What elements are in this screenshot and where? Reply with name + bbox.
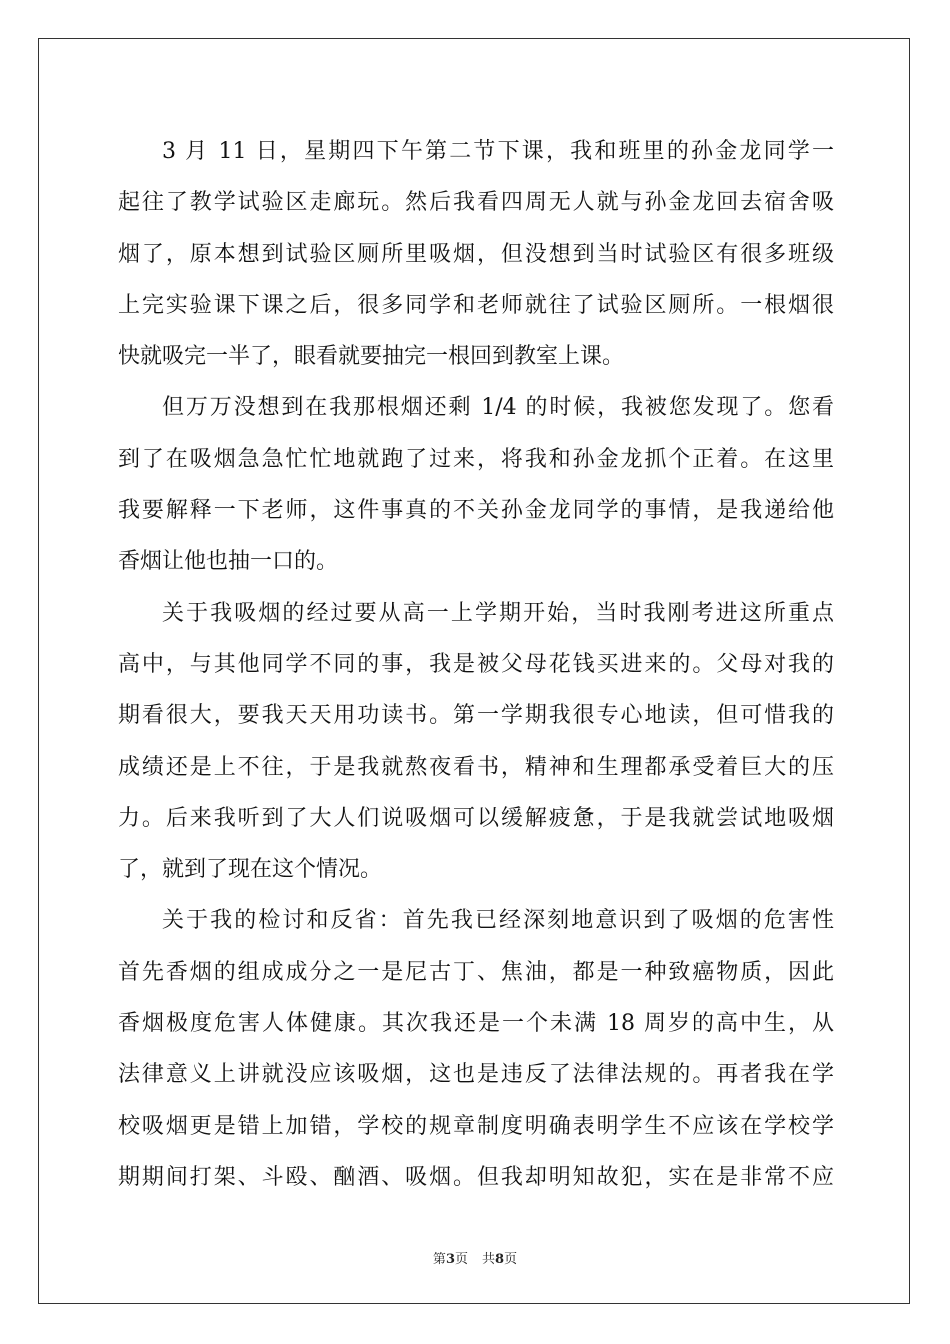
page-prefix: 第 [432,1252,446,1267]
text-line: 期看很大，要我天天用功读书。第一学期我很专心地读，但可惜我的 [118,703,834,729]
text-line: 快就吸完一半了，眼看就要抽完一根回到教室上课。 [118,344,625,370]
paragraph-3 [118,588,834,896]
text-line: 高中，与其他同学不同的事，我是被父母花钱买进来的。父母对我的 [118,651,834,677]
text-line: 到了在吸烟急急忙忙地就跑了过来，将我和孙金龙抓个正着。在这里 [118,446,834,472]
text-line: 关于我吸烟的经过要从高一上学期开始，当时我刚考进这所重点 [162,600,834,626]
total-prefix: 共 [482,1252,496,1267]
text-line: 3 月 11 日，星期四下午第二节下课，我和班里的孙金龙同学一 [162,139,834,164]
text-line: 校吸烟更是错上加错，学校的规章制度明确表明学生不应该在学校学 [118,1113,834,1139]
text-line: 香烟极度危害人体健康。其次我还是一个未满 18 周岁的高中生，从 [118,1011,834,1037]
total-unit: 页 [504,1252,518,1267]
page-footer [0,1248,950,1267]
page-unit: 页 [454,1252,468,1267]
paragraph-4 [118,895,834,1203]
text-line: 但万万没想到在我那根烟还剩 1/4 的时候，我被您发现了。您看 [162,395,834,421]
paragraph-1 [118,126,834,382]
text-line: 香烟让他也抽一口的。 [118,549,339,575]
text-line: 法律意义上讲就没应该吸烟，这也是违反了法律法规的。再者我在学 [118,1062,834,1088]
document-body [118,126,834,1203]
text-line: 上完实验课下课之后，很多同学和老师就往了试验区厕所。一根烟很 [118,292,834,318]
text-line: 首先香烟的组成成分之一是尼古丁、焦油，都是一种致癌物质，因此 [118,959,834,985]
text-line: 我要解释一下老师，这件事真的不关孙金龙同学的事情，是我递给他 [118,498,834,524]
text-line: 成绩还是上不往，于是我就熬夜看书，精神和生理都承受着巨大的压 [118,754,834,780]
paragraph-2 [118,382,834,587]
page-total: 8 [495,1252,505,1267]
text-line: 期期间打架、斗殴、酗酒、吸烟。但我却明知故犯，实在是非常不应 [118,1164,834,1190]
text-line: 力。后来我听到了大人们说吸烟可以缓解疲惫，于是我就尝试地吸烟 [118,805,834,831]
page-current: 3 [445,1252,455,1267]
text-line: 烟了，原本想到试验区厕所里吸烟，但没想到当时试验区有很多班级 [118,241,834,267]
text-line: 了，就到了现在这个情况。 [118,857,383,883]
text-line: 关于我的检讨和反省：首先我已经深刻地意识到了吸烟的危害性 [162,908,834,934]
text-line: 起往了教学试验区走廊玩。然后我看四周无人就与孙金龙回去宿舍吸 [118,190,834,216]
